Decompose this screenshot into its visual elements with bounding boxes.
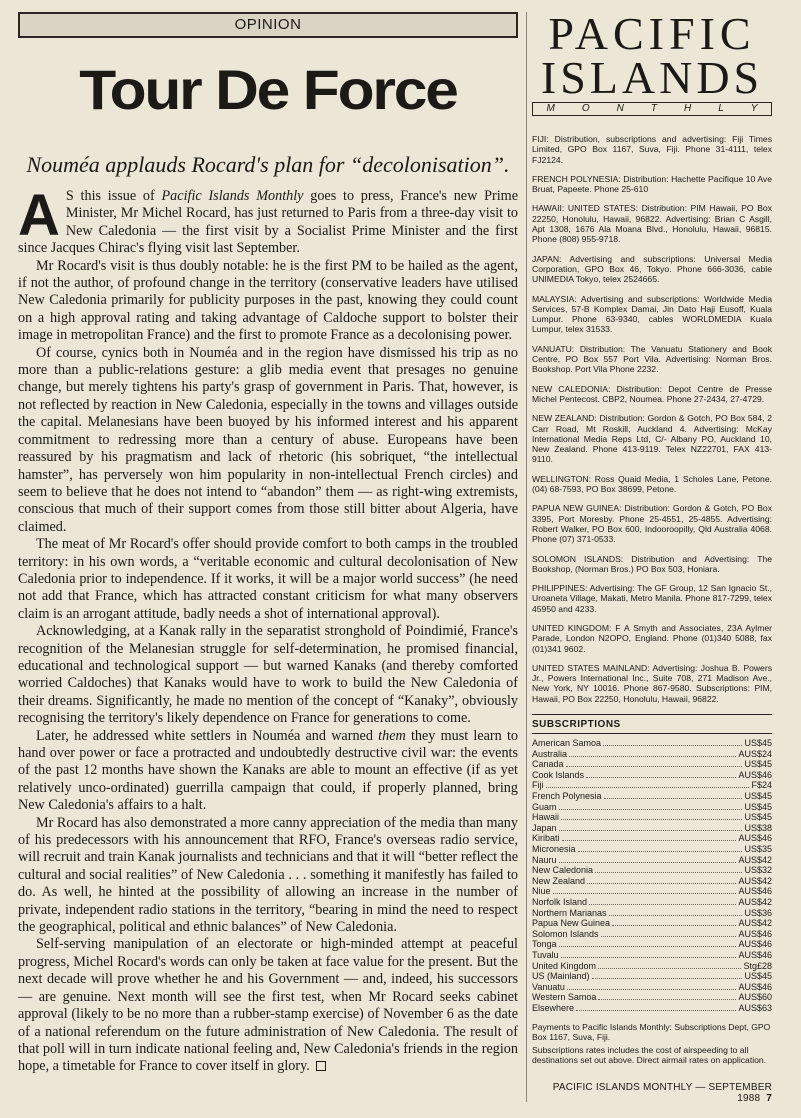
distribution-details: Distribution: The Vanuatu Stationery and Book Centre, PO Box 557 Port Vila. Advertising: Norman Bros. Bookshop. Port Vila Phone 2232. — [532, 343, 772, 375]
subscription-country: Northern Marianas — [532, 907, 607, 918]
distribution-entry — [532, 474, 772, 495]
paragraph-text: Later, he addressed white settlers in Nouméa and warned — [36, 727, 379, 744]
subscriptions-rule — [532, 733, 772, 734]
distribution-details: Distribution and Advertising: The Bookshop, (Norman Bros.) PO Box 503, Honiara. — [532, 553, 773, 574]
dot-leader — [569, 756, 736, 757]
subscription-price: US$38 — [744, 822, 772, 833]
article-paragraph — [18, 936, 518, 1075]
subscription-country: Tuvalu — [532, 949, 559, 960]
subscription-row — [532, 908, 772, 919]
dot-leader — [586, 777, 736, 778]
distribution-region: JAPAN: — [532, 253, 562, 264]
masthead-letter: N — [616, 103, 624, 114]
subscription-price: AUS$42 — [738, 918, 772, 929]
distribution-entry — [532, 384, 772, 405]
subscription-country: Canada — [532, 759, 564, 770]
subscription-country: Hawaii — [532, 812, 560, 823]
lead-text-continued: goes to press, France's new Prime Minister, Mr Michel Rocard, has just returned to Paris from a three-day visit to New Caledonia — the first visit by a Socialist Prime Minister and the first since Jacques Chirac's flying visit last September. — [18, 188, 518, 257]
distribution-region: SOLOMON ISLANDS: — [532, 553, 624, 564]
subscription-row — [532, 992, 772, 1003]
subscription-country: Australia — [532, 748, 568, 759]
distribution-region: WELLINGTON: — [532, 473, 592, 484]
subscription-price: AUS$46 — [738, 981, 772, 992]
opinion-column — [18, 12, 518, 1102]
drop-cap: A — [18, 183, 60, 248]
footer-text: PACIFIC ISLANDS MONTHLY — SEPTEMBER 1988 — [552, 1082, 772, 1104]
distribution-entry — [532, 554, 772, 575]
masthead-letter: L — [718, 103, 724, 114]
subscription-country: US (Mainland) — [532, 971, 590, 982]
distribution-entry — [532, 344, 772, 375]
distribution-entry — [532, 503, 772, 544]
subscription-price: AUS$46 — [738, 949, 772, 960]
distribution-details: Distribution: PIM Hawaii, PO Box 22250, Honolulu, Hawaii, 96822. Advertising: Brian C Asgill, Apt 1308, 1676 Ala Moana Blvd., Honolulu, Hawaii, 96815. Phone (808) 955-9718. — [532, 203, 773, 245]
subscription-price: US$45 — [744, 759, 772, 770]
distribution-details: F A Smyth and Associates, 23A Aylmer Parade, London N2OPO, England. Phone (01)340 5088, fax (01)341 9602. — [532, 622, 772, 654]
subscription-row — [532, 929, 772, 940]
distribution-details: Distribution: Hachette Pacifique 10 Ave Bruat, Papeete. Phone 25-610 — [532, 173, 772, 195]
distribution-details: Ross Quaid Media, 1 Scholes Lane, Petone. (04) 68-7593, PO Box 38699, Petone. — [532, 473, 772, 495]
subscription-country: Niue — [532, 886, 551, 897]
subscription-row — [532, 897, 772, 908]
masthead-pacific: PACIFIC — [548, 8, 756, 59]
section-label: OPINION — [18, 12, 518, 38]
subscription-row — [532, 844, 772, 855]
subscriptions-list — [532, 738, 772, 1013]
subscription-price: AUS$46 — [738, 886, 772, 897]
distribution-region: UNITED KINGDOM: — [532, 622, 612, 633]
subscription-price: AUS$42 — [738, 896, 772, 907]
dot-leader — [603, 745, 742, 746]
article-paragraph — [18, 183, 518, 258]
subscription-row — [532, 770, 772, 781]
dot-leader — [546, 787, 750, 788]
masthead-letter: Y — [750, 103, 758, 114]
magazine-name: Pacific Islands Monthly — [161, 188, 304, 204]
dot-leader — [578, 851, 743, 852]
emphasis: them — [378, 727, 406, 744]
distribution-entry — [532, 174, 772, 195]
dot-leader — [562, 840, 737, 841]
dot-leader — [601, 936, 737, 937]
subscription-country: Tonga — [532, 939, 557, 950]
subscription-row — [532, 939, 772, 950]
subscription-price: US$45 — [744, 812, 772, 823]
subscription-row — [532, 812, 772, 823]
subhead: Nouméa applauds Rocard's plan for “decolonisation”. — [26, 152, 510, 177]
distribution-region: NEW CALEDONIA: — [532, 383, 611, 394]
subscription-row — [532, 971, 772, 982]
subscription-price: US$45 — [744, 738, 772, 749]
subscription-row — [532, 865, 772, 876]
subscriptions-payment-note: Payments to Pacific Islands Monthly: Subscriptions Dept, GPO Box 1167, Suva, Fiji. — [532, 1021, 771, 1042]
subscription-country: Elsewhere — [532, 1002, 575, 1013]
lead-text: S this issue of — [65, 188, 162, 204]
article-body — [18, 183, 518, 1076]
subscription-price: AUS$46 — [738, 939, 772, 950]
article-paragraph — [18, 728, 518, 815]
subscription-price: AUS$46 — [738, 928, 772, 939]
distribution-region: HAWAII: UNITED STATES: — [532, 203, 639, 214]
dot-leader — [559, 862, 737, 863]
subscription-country: Nauru — [532, 854, 557, 865]
dot-leader — [553, 893, 737, 894]
subscription-country: Norfolk Island — [532, 896, 588, 907]
subscription-row — [532, 791, 772, 802]
subscription-row — [532, 982, 772, 993]
dot-leader — [592, 978, 743, 979]
dot-leader — [604, 798, 743, 799]
distribution-entry — [532, 623, 772, 654]
subscription-country: Micronesia — [532, 844, 576, 854]
dot-leader — [559, 946, 737, 947]
subscription-country: Fiji — [532, 780, 544, 791]
subscription-price: AUS$60 — [738, 992, 772, 1003]
subscription-row — [532, 950, 772, 961]
distribution-region: PAPUA NEW GUINEA: — [532, 503, 622, 514]
distribution-region: VANUATU: — [532, 343, 575, 354]
subscription-row — [532, 886, 772, 897]
info-column — [532, 8, 773, 1102]
subscription-price: US$45 — [744, 801, 772, 812]
distribution-region: PHILIPPINES: — [532, 583, 588, 594]
distribution-region: NEW ZEALAND: — [532, 413, 597, 424]
subscription-row — [532, 961, 772, 972]
article-paragraph: The meat of Mr Rocard's offer should provide comfort to both camps in the troubled territory: in his own words, a “veritable economic and cultural decolonisation of New Caledonia prior to independence. If it works, it will be a major world success” (he need not add that France, which has attracted constant criticism for what many observers claim is an arrogant attitude, badly needs a shot of international approval). — [18, 536, 518, 622]
subscription-country: American Samoa — [532, 738, 602, 749]
subscription-country: Papua New Guinea — [532, 918, 611, 929]
paragraph-text-continued: they must learn to hand over power or face a protracted and undoubtedly destructive civil war: the events of the past 12 months have shown the Kanaks are able to mount an effective (if as yet relatively unco-ordinated) guerrilla campaign that could, if properly planned, bring New Caledonia's affairs to a halt. — [18, 727, 518, 814]
subscription-country: Solomon Islands — [532, 928, 599, 939]
distribution-region: FRENCH POLYNESIA: — [532, 173, 621, 184]
distribution-entry — [532, 203, 772, 244]
distribution-details: Advertising and subscriptions: Universal Media Corporation, GPO Box 46, Tokyo. Phone 666-3036, cable UNIMEDIA Tokyo, telex 2524665. — [532, 253, 772, 285]
masthead-letter: T — [650, 103, 657, 114]
subscription-price: US$35 — [744, 844, 772, 854]
dot-leader — [559, 830, 743, 831]
subscription-price: AUS$46 — [738, 769, 772, 780]
distribution-details: Distribution: Gordon & Gotch, PO Box 584, 2 Carr Road, Mt Roskill, Auckland 4. Advertising: McKay International Media Reps Ltd, C/- Albany PO, Auckland 10, New Zealand. Phone 413-9119. Telex NZ22701, FAX 413-9110. — [532, 413, 773, 465]
distribution-region: FIJI: — [532, 134, 549, 144]
subscription-row — [532, 749, 772, 760]
subscription-price: AUS$46 — [738, 833, 772, 844]
dot-leader — [587, 883, 736, 884]
distribution-entry — [532, 294, 772, 335]
subscription-price: US$32 — [744, 865, 772, 876]
page-number: 7 — [766, 1093, 772, 1104]
distribution-entry — [532, 254, 772, 285]
subscription-row — [532, 855, 772, 866]
end-mark-icon — [316, 1061, 326, 1071]
dot-leader — [609, 915, 743, 916]
subscription-row — [532, 876, 772, 887]
distribution-entry — [532, 413, 772, 464]
subscription-country: Kiribati — [532, 833, 560, 844]
dot-leader — [561, 957, 737, 958]
subscription-row — [532, 759, 772, 770]
subscription-price: F$24 — [751, 780, 772, 791]
dot-leader — [559, 809, 743, 810]
dot-leader — [612, 925, 736, 926]
dot-leader — [567, 989, 737, 990]
subscription-price: AUS$42 — [738, 854, 772, 865]
subscriptions-title: SUBSCRIPTIONS — [532, 714, 772, 730]
subscription-country: United Kingdom — [532, 960, 597, 971]
distribution-entry — [532, 134, 772, 165]
subscription-price: US$45 — [744, 971, 772, 982]
dot-leader — [598, 999, 736, 1000]
dot-leader — [598, 968, 741, 969]
headline: Tour De Force — [79, 58, 457, 121]
subscription-price: AUS$24 — [738, 748, 772, 759]
paragraph-text: Self-serving manipulation of an electorate or high-minded attempt at peaceful progress, Michel Rocard's words can only be taken at face value for the present. But the next decade will prove whether he and his Government — and, indeed, his successors — are genuine. Next month will see the first test, when Mr Rocard seeks cabinet approval (likely to be no more than a rubber-stamp exercise) of November 6 as the date of a national referendum on the future administration of New Caledonia. The result of that poll will in turn indicate national feeling and, New Caledonia's friends in the region hope, a timetable for France to cover itself in glory. — [18, 936, 518, 1075]
subscription-price: AUS$42 — [738, 875, 772, 886]
subscription-country: New Caledonia — [532, 865, 594, 876]
subscription-country: Vanuatu — [532, 981, 565, 992]
distribution-details: Advertising and subscriptions: Worldwide Media Services, 57-B Komplex Damai, Jin Dato Haji Eusoff, Kuala Lumpur. Phone 63-9340, cables WORLDMEDIA Kuala Lumpur, telex 31533. — [532, 293, 772, 335]
subscription-country: Guam — [532, 801, 557, 812]
subscription-row — [532, 1003, 772, 1014]
subscriptions-rate-note: Subscriptions rates includes the cost of airspeeding to all destinations set out above. Direct airmail rates on application. — [532, 1044, 767, 1065]
subscription-row — [532, 823, 772, 834]
subscription-price: AUS$63 — [738, 1002, 772, 1013]
distribution-entry — [532, 663, 772, 704]
subscription-country: New Zealand — [532, 875, 586, 886]
subscription-country: Japan — [532, 822, 557, 833]
article-paragraph: Acknowledging, at a Kanak rally in the separatist stronghold of Poindimié, France's recognition of the Melanesian struggle for self-determination, he promised financial, educational and technological support — but warned Kanaks (and thereby comforted worried Caldoches) that Kanaks would have to work to build the New Caledonia of their dreams. Significantly, he made no mention of the concept of “Kanaky”, obviously recognising the territory's likely dependence on France for generations to come. — [18, 623, 518, 727]
article-paragraph: Mr Rocard's visit is thus doubly notable: he is the first PM to be hailed as the agent, if not the author, of profound change in the territory (conservative leaders have utilised New Caledonia primarily for publicity purposes in the past, knowing they could count on a high approval rating and taking advantage of Caldoche support to bolster their image in metropolitan France) and the first to promote France as a decolonising power. — [18, 257, 518, 344]
subscription-price: US$36 — [744, 907, 772, 918]
article-paragraph: Mr Rocard has also demonstrated a more canny appreciation of the media than many of his predecessors with his announcement that RFO, France's overseas radio service, will recruit and train Kanak journalists and technicians and that it will “better reflect the cultural and social realities” of New Caledonia . . . something it manifestly has failed to do. As well, he hinted at the possibility of allowing an increase in the number of private, independent radio stations in the territory, “bearing in mind the need to respect the geographical, political and ethnic balances” of New Caledonia. — [18, 814, 518, 936]
distribution-details: Distribution: Depot Centre de Presse Michel Pentecost. CBP2, Noumea. Phone 27-2434, 27-4729. — [532, 383, 772, 404]
subscription-country: Western Samoa — [532, 992, 597, 1003]
page-footer — [532, 1082, 772, 1104]
subscription-country: French Polynesia — [532, 791, 602, 802]
subscription-price: US$45 — [744, 791, 772, 802]
subscription-row — [532, 918, 772, 929]
distribution-details: Distribution, subscriptions and advertising: Fiji Times Limited, GPO Box 1167, Suva, Fiji. Phone 31-4111, telex FJ2124. — [532, 134, 772, 165]
subscription-country: Cook Islands — [532, 769, 585, 780]
dot-leader — [595, 872, 742, 873]
distribution-region: MALAYSIA: — [532, 293, 577, 304]
masthead-monthly — [532, 102, 772, 116]
dot-leader — [566, 766, 743, 767]
article-paragraph: Of course, cynics both in Nouméa and in the region have dismissed his trip as no more than a public-relations gesture: a glib media event that presages no genuine change, but merely tightens his party's grasp of government in Paris. That, however, is not reflected by reaction in New Caledonia, especially in the towns and villages outside the capital. Melanesians have been buoyed by his informed interest and his apparent commitment to redressing more than a century of abuse. Europeans have been reassured by his pragmatism and lack of rhetoric (his sobriquet, “the intellectual hamster”, has perversely won him popularity in non-intellectual French circles) and seem to believe that he does not intend to “abandon” them — as right-wing extremists, conscious that much of their support comes from those still bitter about Algeria, have claimed. — [18, 344, 518, 535]
dot-leader — [576, 1010, 736, 1011]
masthead-islands: ISLANDS — [540, 52, 764, 103]
dot-leader — [561, 819, 742, 820]
distribution-entry — [532, 583, 772, 614]
distribution-details: Advertising: The GF Group, 12 San Ignacio St., Uroaneta Village, Makati, Metro Manila. Phone 817-7299, telex 45950 and 4233. — [532, 583, 772, 614]
dot-leader — [589, 904, 736, 905]
masthead-letter: O — [581, 103, 590, 114]
distribution-details: Advertising: Joshua B. Powers Jr., Powers International Inc., Suite 708, 271 Madison Ave., New York, NY 10016. Phone 867-9580. Subscriptions: PIM, Hawaii, PO Box 22250, Honolulu, Hawaii, 96822. — [532, 662, 772, 704]
masthead-letter: M — [546, 103, 555, 114]
distribution-region: UNITED STATES MAINLAND: — [532, 662, 650, 673]
distribution-list — [532, 134, 772, 704]
subscription-row — [532, 780, 772, 791]
subscription-row — [532, 738, 772, 749]
masthead-letter: H — [683, 103, 692, 114]
subscription-row — [532, 833, 772, 844]
column-divider — [526, 12, 527, 1102]
subscription-price: Stg£28 — [743, 960, 772, 971]
subscriptions-notes — [532, 1022, 772, 1065]
distribution-details: Distribution: Gordon & Gotch, PO Box 3395, Port Moresby. Phone 25-4551, 25-4855. Advertising: Robert Walker, PO Box 600, Indooroopilly, Qld Australia 4068. Phone (07) 371-0533. — [532, 503, 772, 545]
subscription-row — [532, 802, 772, 813]
